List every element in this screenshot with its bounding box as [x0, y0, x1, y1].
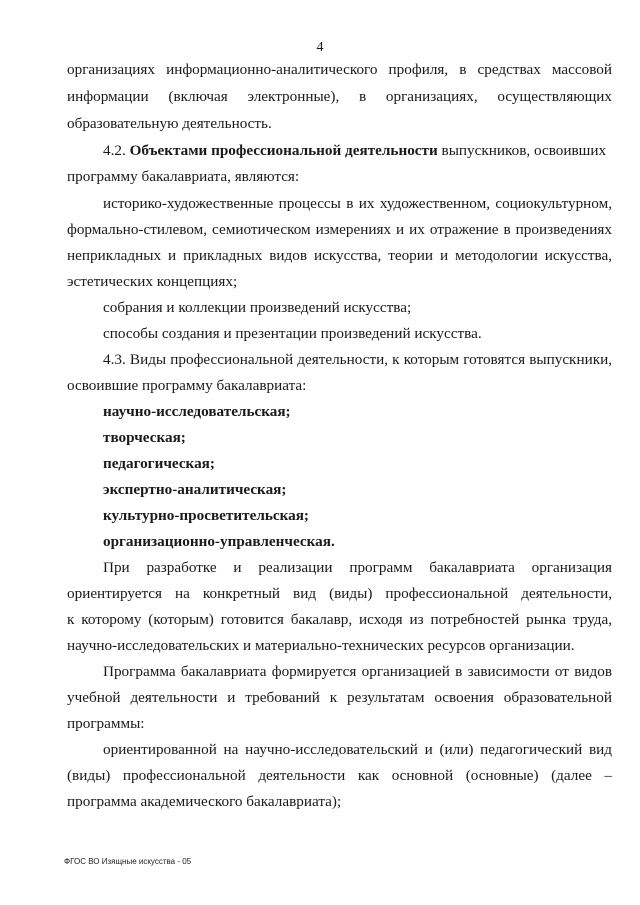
text-line: неприкладных и прикладных видов искусства, теории и методологии искусства, — [67, 247, 612, 264]
text-line: образовательную деятельность. — [67, 115, 272, 132]
text-line: к которому (которым) готовится бакалавр, исходя из потребностей рынка труда, — [67, 611, 612, 628]
text-line: ориентированной на научно-исследовательский и (или) педагогический вид — [103, 741, 612, 758]
section-number: 4.2. — [103, 142, 126, 159]
text-line: эстетических концепциях; — [67, 273, 238, 290]
list-item: творческая; — [103, 429, 186, 446]
list-item: культурно-просветительская; — [103, 507, 309, 524]
text-line: программу бакалавриата, являются: — [67, 168, 300, 185]
section-4-2-line — [103, 141, 612, 161]
text-line: Программа бакалавриата формируется организацией в зависимости от видов — [103, 663, 612, 680]
list-item: научно-исследовательская; — [103, 403, 291, 420]
text-line: учебной деятельности и требований к результатам освоения образовательной — [67, 689, 612, 706]
text-line: программы: — [67, 715, 145, 732]
text-line: При разработке и реализации программ бакалавриата организация — [103, 559, 612, 576]
text-line: организациях информационно-аналитического профиля, в средствах массовой — [67, 61, 612, 78]
list-item: педагогическая; — [103, 455, 215, 472]
text-line: 4.3. Виды профессиональной деятельности, к которым готовятся выпускники, — [103, 351, 612, 368]
text-line: научно-исследовательских и материально-технических ресурсов организации. — [67, 637, 575, 654]
list-item: экспертно-аналитическая; — [103, 481, 287, 498]
text-line: освоившие программу бакалавриата: — [67, 377, 307, 394]
text-line: способы создания и презентации произведений искусства. — [103, 325, 482, 342]
text-line: формально-стилевом, семиотическом измерениях и их отражение в произведениях — [67, 221, 612, 238]
page-footer: ФГОС ВО Изящные искусства - 05 — [64, 857, 192, 866]
text-line: ориентируется на конкретный вид (виды) профессиональной деятельности, — [67, 585, 612, 602]
text-line: историко-художественные процессы в их художественном, социокультурном, — [103, 195, 612, 212]
text-line: собрания и коллекции произведений искусства; — [103, 299, 412, 316]
page-number: 4 — [316, 40, 324, 55]
text-line: программа академического бакалавриата); — [67, 793, 342, 810]
section-bold-term: Объектами профессиональной деятельности — [129, 142, 438, 159]
list-item: организационно-управленческая. — [103, 533, 335, 550]
text-line: информации (включая электронные), в организациях, осуществляющих — [67, 88, 612, 105]
text-fragment: выпускников, освоивших — [441, 142, 607, 159]
text-line: (виды) профессиональной деятельности как основной (основные) (далее – — [67, 767, 612, 784]
